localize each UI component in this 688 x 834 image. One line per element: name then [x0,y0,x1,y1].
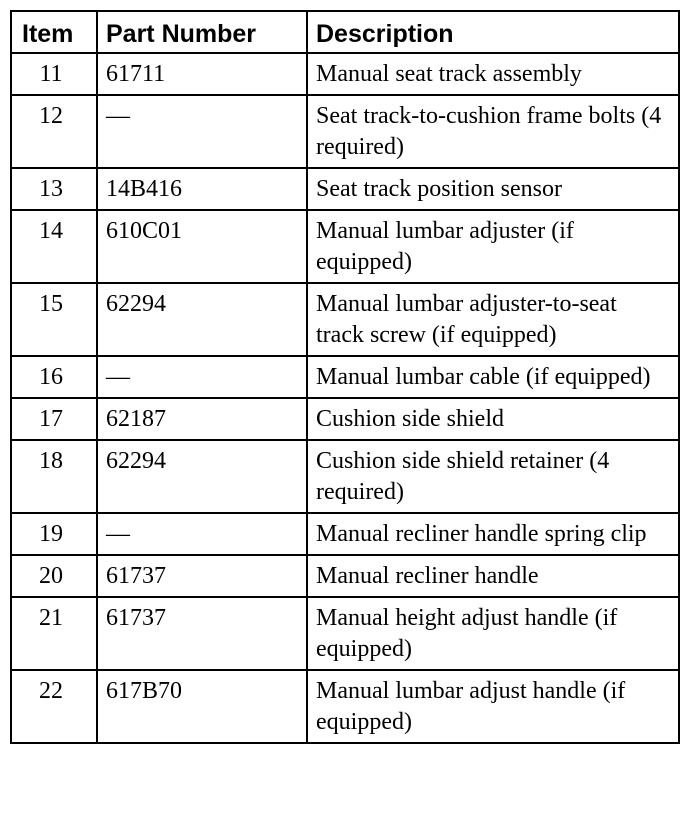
header-item: Item [11,11,97,53]
part-number: 61711 [97,53,307,95]
parts-table [10,10,680,744]
header-part-number: Part Number [97,11,307,53]
part-description: Manual seat track assembly [307,53,679,95]
part-number: 61737 [97,597,307,670]
item-number: 14 [11,210,97,283]
part-description: Manual lumbar cable (if equipped) [307,356,679,398]
header-description: Description [307,11,679,53]
item-number: 17 [11,398,97,440]
item-number: 13 [11,168,97,210]
item-number: 18 [11,440,97,513]
part-number: 62294 [97,440,307,513]
table-row [11,356,679,398]
table-row [11,168,679,210]
part-number: 14B416 [97,168,307,210]
item-number: 16 [11,356,97,398]
item-number: 12 [11,95,97,168]
item-number: 11 [11,53,97,95]
part-number: 62187 [97,398,307,440]
table-row [11,513,679,555]
table-row [11,597,679,670]
item-number: 19 [11,513,97,555]
part-description: Manual height adjust handle (if equipped) [307,597,679,670]
part-description: Manual recliner handle [307,555,679,597]
table-row [11,95,679,168]
part-number: 61737 [97,555,307,597]
table-row [11,555,679,597]
table-row [11,283,679,356]
part-number: — [97,95,307,168]
item-number: 21 [11,597,97,670]
part-number: 617B70 [97,670,307,743]
item-number: 20 [11,555,97,597]
part-description: Manual lumbar adjust handle (if equipped) [307,670,679,743]
table-row [11,53,679,95]
part-description: Cushion side shield retainer (4 required) [307,440,679,513]
part-number: 62294 [97,283,307,356]
part-description: Manual recliner handle spring clip [307,513,679,555]
table-header-row [11,11,679,53]
part-description: Manual lumbar adjuster (if equipped) [307,210,679,283]
item-number: 15 [11,283,97,356]
item-number: 22 [11,670,97,743]
part-number: 610C01 [97,210,307,283]
part-description: Manual lumbar adjuster-to-seat track screw (if equipped) [307,283,679,356]
table-row [11,670,679,743]
part-number: — [97,356,307,398]
table-row [11,440,679,513]
part-number: — [97,513,307,555]
part-description: Seat track-to-cushion frame bolts (4 required) [307,95,679,168]
part-description: Seat track position sensor [307,168,679,210]
part-description: Cushion side shield [307,398,679,440]
table-row [11,210,679,283]
table-row [11,398,679,440]
